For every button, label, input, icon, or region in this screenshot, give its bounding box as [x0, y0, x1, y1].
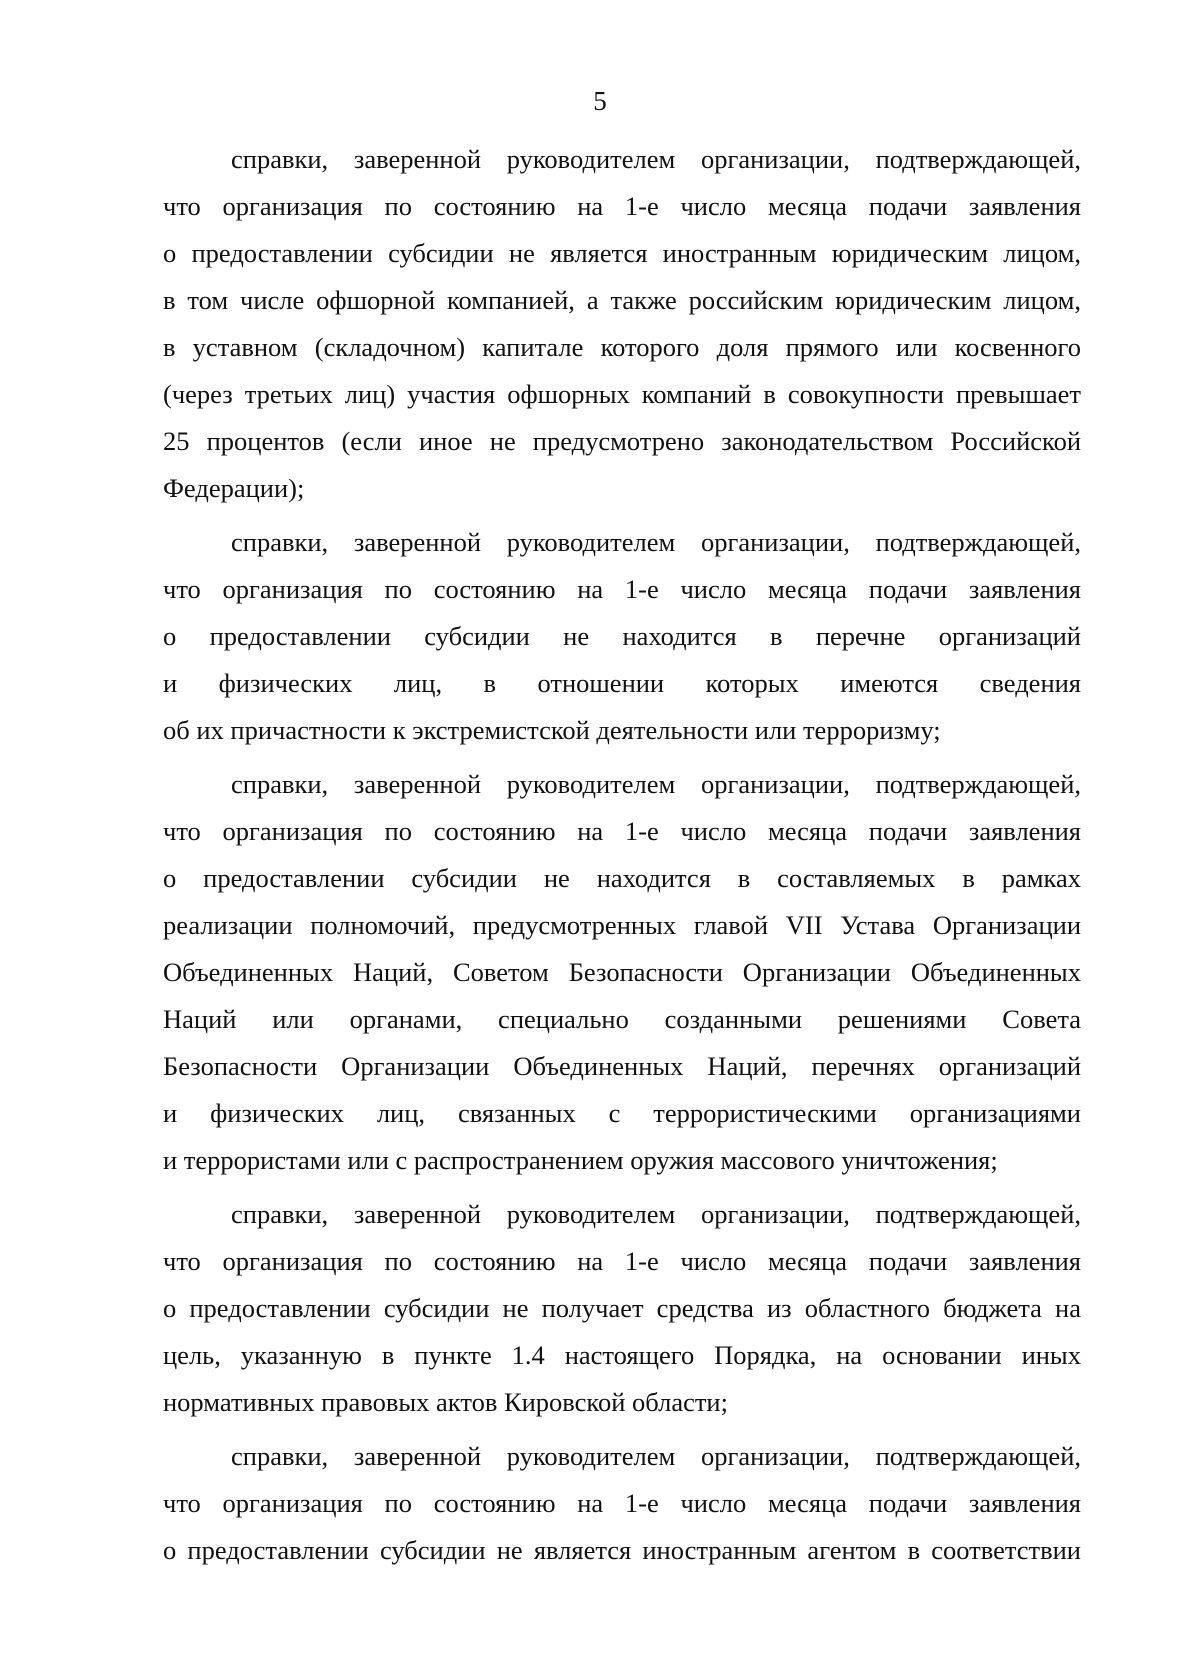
text-line: справки, заверенной руководителем организации, подтверждающей,	[231, 527, 1081, 557]
text-line: об их причастности к экстремистской деятельности или терроризму;	[163, 715, 941, 745]
text-line: реализации полномочий, предусмотренных главой VII Устава Организации	[163, 910, 1081, 940]
paragraph-extremism-certificate	[163, 519, 1081, 754]
paragraph-foreign-agent-certificate	[163, 1433, 1081, 1574]
text-line: Объединенных Наций, Советом Безопасности Организации Объединенных	[163, 957, 1081, 987]
text-line: справки, заверенной руководителем организации, подтверждающей,	[231, 1441, 1081, 1471]
text-line: что организация по состоянию на 1-е число месяца подачи заявления	[163, 816, 1081, 846]
text-line: Наций или органами, специально созданными решениями Совета	[163, 1004, 1081, 1034]
text-line: справки, заверенной руководителем организации, подтверждающей,	[231, 769, 1081, 799]
paragraph-un-sanctions-certificate	[163, 761, 1081, 1184]
text-line: справки, заверенной руководителем организации, подтверждающей,	[231, 144, 1081, 174]
text-line: и физических лиц, связанных с террористическими организациями	[163, 1098, 1081, 1128]
text-line: нормативных правовых актов Кировской области;	[163, 1387, 728, 1417]
text-line: цель, указанную в пункте 1.4 настоящего Порядка, на основании иных	[163, 1340, 1081, 1370]
text-line: что организация по состоянию на 1-е число месяца подачи заявления	[163, 191, 1081, 221]
text-line: справки, заверенной руководителем организации, подтверждающей,	[231, 1199, 1081, 1229]
paragraph-offshore-certificate	[163, 136, 1081, 512]
page-number: 5	[593, 86, 607, 116]
text-line: о предоставлении субсидии не находится в перечне организаций	[163, 621, 1081, 651]
paragraph-regional-budget-certificate	[163, 1191, 1081, 1426]
text-line: (через третьих лиц) участия офшорных компаний в совокупности превышает	[163, 379, 1081, 409]
text-line: 25 процентов (если иное не предусмотрено законодательством Российской	[163, 426, 1081, 456]
text-line: что организация по состоянию на 1-е число месяца подачи заявления	[163, 1488, 1081, 1518]
document-body	[163, 136, 1081, 1581]
text-line: Безопасности Организации Объединенных Наций, перечнях организаций	[163, 1051, 1081, 1081]
text-line: Федерации);	[163, 473, 305, 503]
text-line: в том числе офшорной компанией, а также российским юридическим лицом,	[163, 285, 1081, 315]
text-line: о предоставлении субсидии не получает средства из областного бюджета на	[163, 1293, 1081, 1323]
text-line: о предоставлении субсидии не является иностранным юридическим лицом,	[163, 238, 1081, 268]
text-line: и террористами или с распространением оружия массового уничтожения;	[163, 1145, 998, 1175]
text-line: в уставном (складочном) капитале которого доля прямого или косвенного	[163, 332, 1081, 362]
text-line: о предоставлении субсидии не является иностранным агентом в соответствии	[163, 1535, 1081, 1565]
text-line: и физических лиц, в отношении которых имеются сведения	[163, 668, 1081, 698]
text-line: что организация по состоянию на 1-е число месяца подачи заявления	[163, 1246, 1081, 1276]
text-line: о предоставлении субсидии не находится в составляемых в рамках	[163, 863, 1081, 893]
text-line: что организация по состоянию на 1-е число месяца подачи заявления	[163, 574, 1081, 604]
